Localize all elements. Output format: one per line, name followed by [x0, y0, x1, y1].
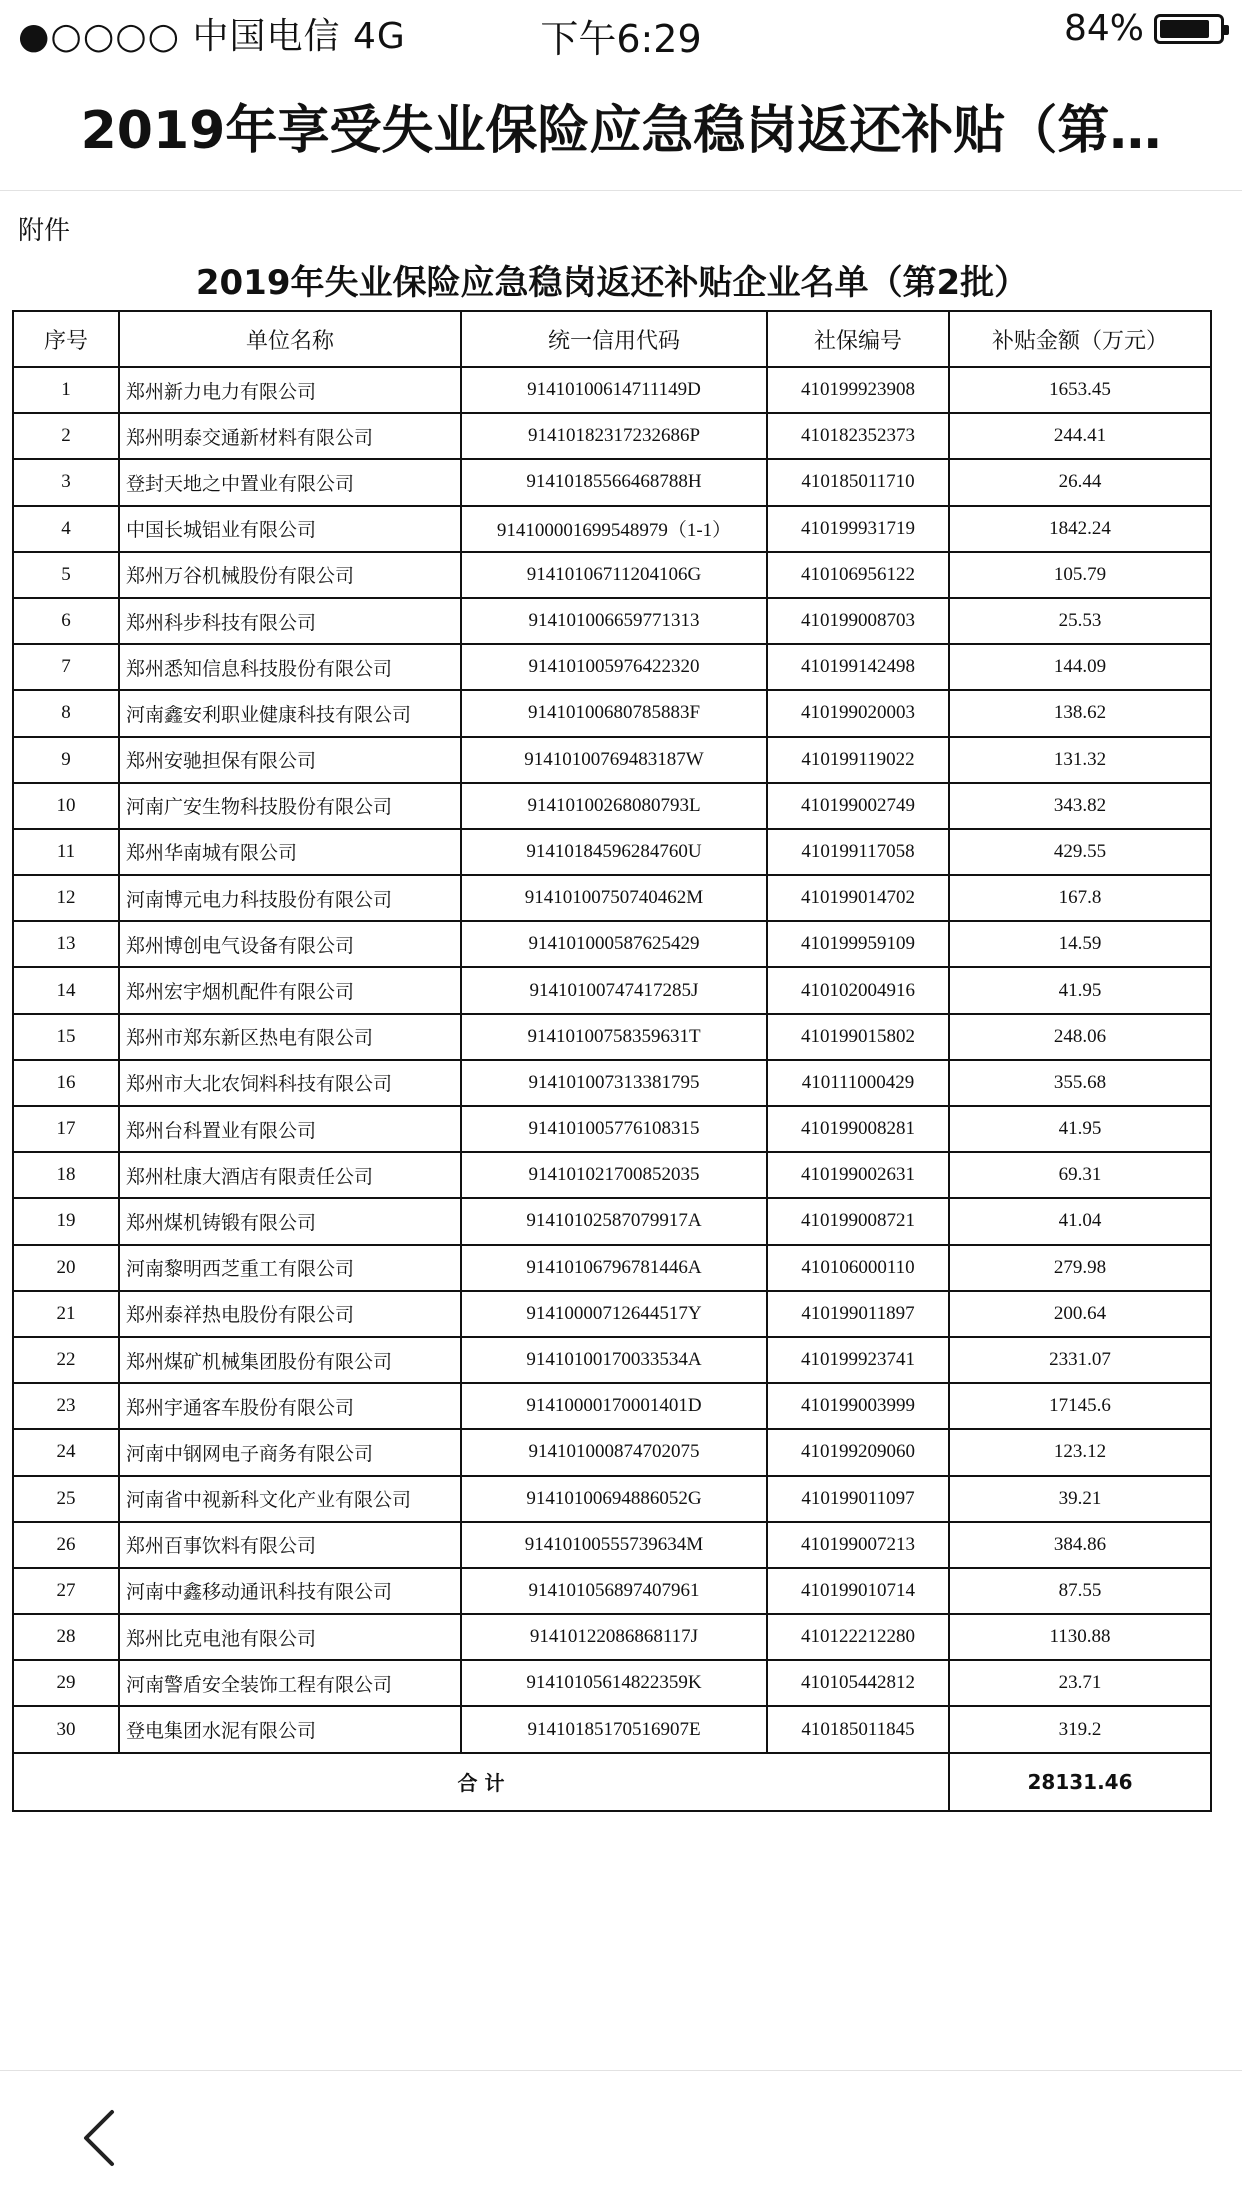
cell-company-name: 郑州新力电力有限公司 [119, 367, 461, 413]
document-title: 2019年失业保险应急稳岗返还补贴企业名单（第2批） [195, 263, 1029, 303]
cell-index: 19 [13, 1198, 119, 1244]
cell-company-name: 河南省中视新科文化产业有限公司 [119, 1476, 461, 1522]
cell-social-security-no: 410199008721 [767, 1198, 949, 1244]
cell-credit-code: 91410105614822359K [461, 1660, 767, 1706]
cell-index: 26 [13, 1522, 119, 1568]
cell-credit-code: 91410182317232686P [461, 413, 767, 459]
cell-social-security-no: 410199011097 [767, 1476, 949, 1522]
cell-credit-code: 914101005776108315 [461, 1106, 767, 1152]
cell-social-security-no: 410199117058 [767, 829, 949, 875]
cell-social-security-no: 410111000429 [767, 1060, 949, 1106]
cell-subsidy-amount: 1130.88 [949, 1614, 1211, 1660]
cell-social-security-no: 410199008281 [767, 1106, 949, 1152]
cell-company-name: 河南警盾安全装饰工程有限公司 [119, 1660, 461, 1706]
cell-index: 29 [13, 1660, 119, 1706]
table-row [13, 644, 1211, 690]
cell-index: 7 [13, 644, 119, 690]
table-row [13, 459, 1211, 505]
cell-company-name: 郑州台科置业有限公司 [119, 1106, 461, 1152]
cell-social-security-no: 410199015802 [767, 1014, 949, 1060]
cell-credit-code: 91410100170033534A [461, 1337, 767, 1383]
cell-index: 8 [13, 690, 119, 736]
table-row [13, 829, 1211, 875]
cell-subsidy-amount: 87.55 [949, 1568, 1211, 1614]
cell-social-security-no: 410199142498 [767, 644, 949, 690]
cell-index: 14 [13, 967, 119, 1013]
column-header-subsidy-amount: 补贴金额（万元） [949, 311, 1211, 367]
cell-subsidy-amount: 244.41 [949, 413, 1211, 459]
cell-index: 1 [13, 367, 119, 413]
table-row [13, 737, 1211, 783]
cell-index: 23 [13, 1383, 119, 1429]
table-row [13, 1476, 1211, 1522]
battery-status [1064, 8, 1224, 49]
cell-social-security-no: 410105442812 [767, 1660, 949, 1706]
cell-company-name: 郑州市大北农饲料科技有限公司 [119, 1060, 461, 1106]
cell-subsidy-amount: 69.31 [949, 1152, 1211, 1198]
cell-social-security-no: 410185011845 [767, 1706, 949, 1752]
table-row [13, 1614, 1211, 1660]
cell-credit-code: 914101021700852035 [461, 1152, 767, 1198]
cell-social-security-no: 410199014702 [767, 875, 949, 921]
battery-fill [1160, 20, 1209, 38]
cell-social-security-no: 410199020003 [767, 690, 949, 736]
cell-company-name: 郑州万谷机械股份有限公司 [119, 552, 461, 598]
cell-company-name: 登电集团水泥有限公司 [119, 1706, 461, 1752]
cell-credit-code: 91410184596284760U [461, 829, 767, 875]
cell-index: 6 [13, 598, 119, 644]
table-row [13, 1106, 1211, 1152]
cell-subsidy-amount: 144.09 [949, 644, 1211, 690]
total-value: 28131.46 [949, 1753, 1211, 1811]
table-row [13, 552, 1211, 598]
column-header-name: 单位名称 [119, 311, 461, 367]
total-row [13, 1753, 1211, 1811]
cell-credit-code: 91410102587079917A [461, 1198, 767, 1244]
cell-credit-code: 91410106711204106G [461, 552, 767, 598]
cell-index: 25 [13, 1476, 119, 1522]
chevron-left-icon [78, 2108, 122, 2168]
cell-social-security-no: 410199119022 [767, 737, 949, 783]
attachment-label: 附件 [18, 216, 71, 246]
cell-credit-code: 91410100614711149D [461, 367, 767, 413]
cell-subsidy-amount: 14.59 [949, 921, 1211, 967]
cell-credit-code: 91410100268080793L [461, 783, 767, 829]
table-row [13, 1660, 1211, 1706]
total-label: 合 计 [13, 1753, 949, 1811]
cell-subsidy-amount: 131.32 [949, 737, 1211, 783]
column-header-index: 序号 [13, 311, 119, 367]
table-row [13, 1568, 1211, 1614]
cell-subsidy-amount: 138.62 [949, 690, 1211, 736]
cell-index: 13 [13, 921, 119, 967]
cell-credit-code: 91410100747417285J [461, 967, 767, 1013]
cell-index: 27 [13, 1568, 119, 1614]
cell-subsidy-amount: 2331.07 [949, 1337, 1211, 1383]
table-row [13, 921, 1211, 967]
cell-subsidy-amount: 200.64 [949, 1291, 1211, 1337]
cell-index: 12 [13, 875, 119, 921]
cell-social-security-no: 410102004916 [767, 967, 949, 1013]
cell-company-name: 河南鑫安利职业健康科技有限公司 [119, 690, 461, 736]
cell-social-security-no: 410199923741 [767, 1337, 949, 1383]
cell-company-name: 郑州华南城有限公司 [119, 829, 461, 875]
cell-credit-code: 914100001699548979（1-1） [461, 506, 767, 552]
cell-index: 5 [13, 552, 119, 598]
table-row [13, 1706, 1211, 1752]
cell-company-name: 中国长城铝业有限公司 [119, 506, 461, 552]
cell-company-name: 河南广安生物科技股份有限公司 [119, 783, 461, 829]
cell-social-security-no: 410199010714 [767, 1568, 949, 1614]
cell-subsidy-amount: 343.82 [949, 783, 1211, 829]
table-row [13, 598, 1211, 644]
cell-credit-code: 914101056897407961 [461, 1568, 767, 1614]
cell-index: 28 [13, 1614, 119, 1660]
cell-subsidy-amount: 1842.24 [949, 506, 1211, 552]
cell-company-name: 郑州市郑东新区热电有限公司 [119, 1014, 461, 1060]
cell-index: 30 [13, 1706, 119, 1752]
cell-credit-code: 91410122086868117J [461, 1614, 767, 1660]
cell-social-security-no: 410122212280 [767, 1614, 949, 1660]
table-row [13, 1383, 1211, 1429]
cell-social-security-no: 410106000110 [767, 1245, 949, 1291]
nav-divider [0, 190, 1242, 191]
table-row [13, 506, 1211, 552]
table-row [13, 1198, 1211, 1244]
carrier-signal: ●○○○○ 中国电信 4G [18, 16, 406, 57]
cell-company-name: 登封天地之中置业有限公司 [119, 459, 461, 505]
column-header-credit-code: 统一信用代码 [461, 311, 767, 367]
cell-subsidy-amount: 123.12 [949, 1429, 1211, 1475]
table-row [13, 690, 1211, 736]
table-row [13, 367, 1211, 413]
cell-company-name: 河南中鑫移动通讯科技有限公司 [119, 1568, 461, 1614]
cell-index: 21 [13, 1291, 119, 1337]
status-time: 下午6:29 [540, 17, 702, 61]
cell-company-name: 郑州明泰交通新材料有限公司 [119, 413, 461, 459]
cell-social-security-no: 410199002631 [767, 1152, 949, 1198]
enterprise-table [12, 310, 1212, 1812]
table-row [13, 1152, 1211, 1198]
cell-subsidy-amount: 41.95 [949, 1106, 1211, 1152]
table-row [13, 875, 1211, 921]
cell-company-name: 河南黎明西芝重工有限公司 [119, 1245, 461, 1291]
table-row [13, 1429, 1211, 1475]
table-row [13, 1522, 1211, 1568]
table-row [13, 1291, 1211, 1337]
table-row [13, 783, 1211, 829]
cell-social-security-no: 410199003999 [767, 1383, 949, 1429]
cell-subsidy-amount: 41.95 [949, 967, 1211, 1013]
battery-percent: 84% [1063, 8, 1144, 49]
cell-index: 18 [13, 1152, 119, 1198]
cell-company-name: 郑州科步科技有限公司 [119, 598, 461, 644]
cell-company-name: 河南中钢网电子商务有限公司 [119, 1429, 461, 1475]
cell-index: 2 [13, 413, 119, 459]
cell-credit-code: 91410100555739634M [461, 1522, 767, 1568]
cell-company-name: 河南博元电力科技股份有限公司 [119, 875, 461, 921]
cell-subsidy-amount: 17145.6 [949, 1383, 1211, 1429]
cell-company-name: 郑州煤机铸锻有限公司 [119, 1198, 461, 1244]
cell-subsidy-amount: 23.71 [949, 1660, 1211, 1706]
toolbar-divider [0, 2070, 1242, 2071]
cell-social-security-no: 410199959109 [767, 921, 949, 967]
cell-credit-code: 91410106796781446A [461, 1245, 767, 1291]
battery-icon [1154, 14, 1224, 44]
table-row [13, 967, 1211, 1013]
cell-credit-code: 914101006659771313 [461, 598, 767, 644]
cell-company-name: 郑州悉知信息科技股份有限公司 [119, 644, 461, 690]
cell-company-name: 郑州博创电气设备有限公司 [119, 921, 461, 967]
cell-subsidy-amount: 355.68 [949, 1060, 1211, 1106]
cell-social-security-no: 410185011710 [767, 459, 949, 505]
cell-subsidy-amount: 429.55 [949, 829, 1211, 875]
cell-index: 22 [13, 1337, 119, 1383]
cell-subsidy-amount: 384.86 [949, 1522, 1211, 1568]
cell-credit-code: 91410100750740462M [461, 875, 767, 921]
table-row [13, 1245, 1211, 1291]
cell-company-name: 郑州宇通客车股份有限公司 [119, 1383, 461, 1429]
cell-subsidy-amount: 105.79 [949, 552, 1211, 598]
cell-social-security-no: 410199011897 [767, 1291, 949, 1337]
cell-index: 9 [13, 737, 119, 783]
cell-credit-code: 91410100680785883F [461, 690, 767, 736]
cell-company-name: 郑州煤矿机械集团股份有限公司 [119, 1337, 461, 1383]
cell-credit-code: 914101007313381795 [461, 1060, 767, 1106]
cell-subsidy-amount: 1653.45 [949, 367, 1211, 413]
status-bar [0, 0, 1242, 62]
cell-company-name: 郑州百事饮料有限公司 [119, 1522, 461, 1568]
cell-social-security-no: 410106956122 [767, 552, 949, 598]
table-row [13, 1060, 1211, 1106]
cell-subsidy-amount: 167.8 [949, 875, 1211, 921]
cell-social-security-no: 410199002749 [767, 783, 949, 829]
back-button[interactable] [78, 2108, 122, 2168]
cell-index: 11 [13, 829, 119, 875]
column-header-social-security-no: 社保编号 [767, 311, 949, 367]
cell-credit-code: 914101005976422320 [461, 644, 767, 690]
cell-index: 15 [13, 1014, 119, 1060]
cell-social-security-no: 410199209060 [767, 1429, 949, 1475]
cell-company-name: 郑州比克电池有限公司 [119, 1614, 461, 1660]
cell-credit-code: 91410000170001401D [461, 1383, 767, 1429]
cell-index: 16 [13, 1060, 119, 1106]
cell-company-name: 郑州杜康大酒店有限责任公司 [119, 1152, 461, 1198]
cell-company-name: 郑州泰祥热电股份有限公司 [119, 1291, 461, 1337]
cell-subsidy-amount: 319.2 [949, 1706, 1211, 1752]
cell-index: 4 [13, 506, 119, 552]
cell-subsidy-amount: 26.44 [949, 459, 1211, 505]
cell-credit-code: 91410000712644517Y [461, 1291, 767, 1337]
cell-credit-code: 91410185566468788H [461, 459, 767, 505]
cell-credit-code: 91410185170516907E [461, 1706, 767, 1752]
table-body [13, 367, 1211, 1753]
cell-index: 3 [13, 459, 119, 505]
page-title: 2019年享受失业保险应急稳岗返还补贴（第… [80, 101, 1162, 161]
cell-social-security-no: 410199923908 [767, 367, 949, 413]
cell-credit-code: 91410100694886052G [461, 1476, 767, 1522]
cell-subsidy-amount: 279.98 [949, 1245, 1211, 1291]
cell-company-name: 郑州宏宇烟机配件有限公司 [119, 967, 461, 1013]
table-row [13, 1014, 1211, 1060]
cell-subsidy-amount: 39.21 [949, 1476, 1211, 1522]
table-header-row [13, 311, 1211, 367]
cell-credit-code: 91410100758359631T [461, 1014, 767, 1060]
cell-subsidy-amount: 248.06 [949, 1014, 1211, 1060]
cell-subsidy-amount: 25.53 [949, 598, 1211, 644]
cell-index: 10 [13, 783, 119, 829]
table-row [13, 1337, 1211, 1383]
table-row [13, 413, 1211, 459]
cell-index: 20 [13, 1245, 119, 1291]
cell-index: 24 [13, 1429, 119, 1475]
cell-social-security-no: 410182352373 [767, 413, 949, 459]
cell-social-security-no: 410199931719 [767, 506, 949, 552]
cell-credit-code: 914101000587625429 [461, 921, 767, 967]
cell-company-name: 郑州安驰担保有限公司 [119, 737, 461, 783]
cell-credit-code: 91410100769483187W [461, 737, 767, 783]
cell-credit-code: 914101000874702075 [461, 1429, 767, 1475]
cell-subsidy-amount: 41.04 [949, 1198, 1211, 1244]
cell-social-security-no: 410199008703 [767, 598, 949, 644]
cell-index: 17 [13, 1106, 119, 1152]
cell-social-security-no: 410199007213 [767, 1522, 949, 1568]
